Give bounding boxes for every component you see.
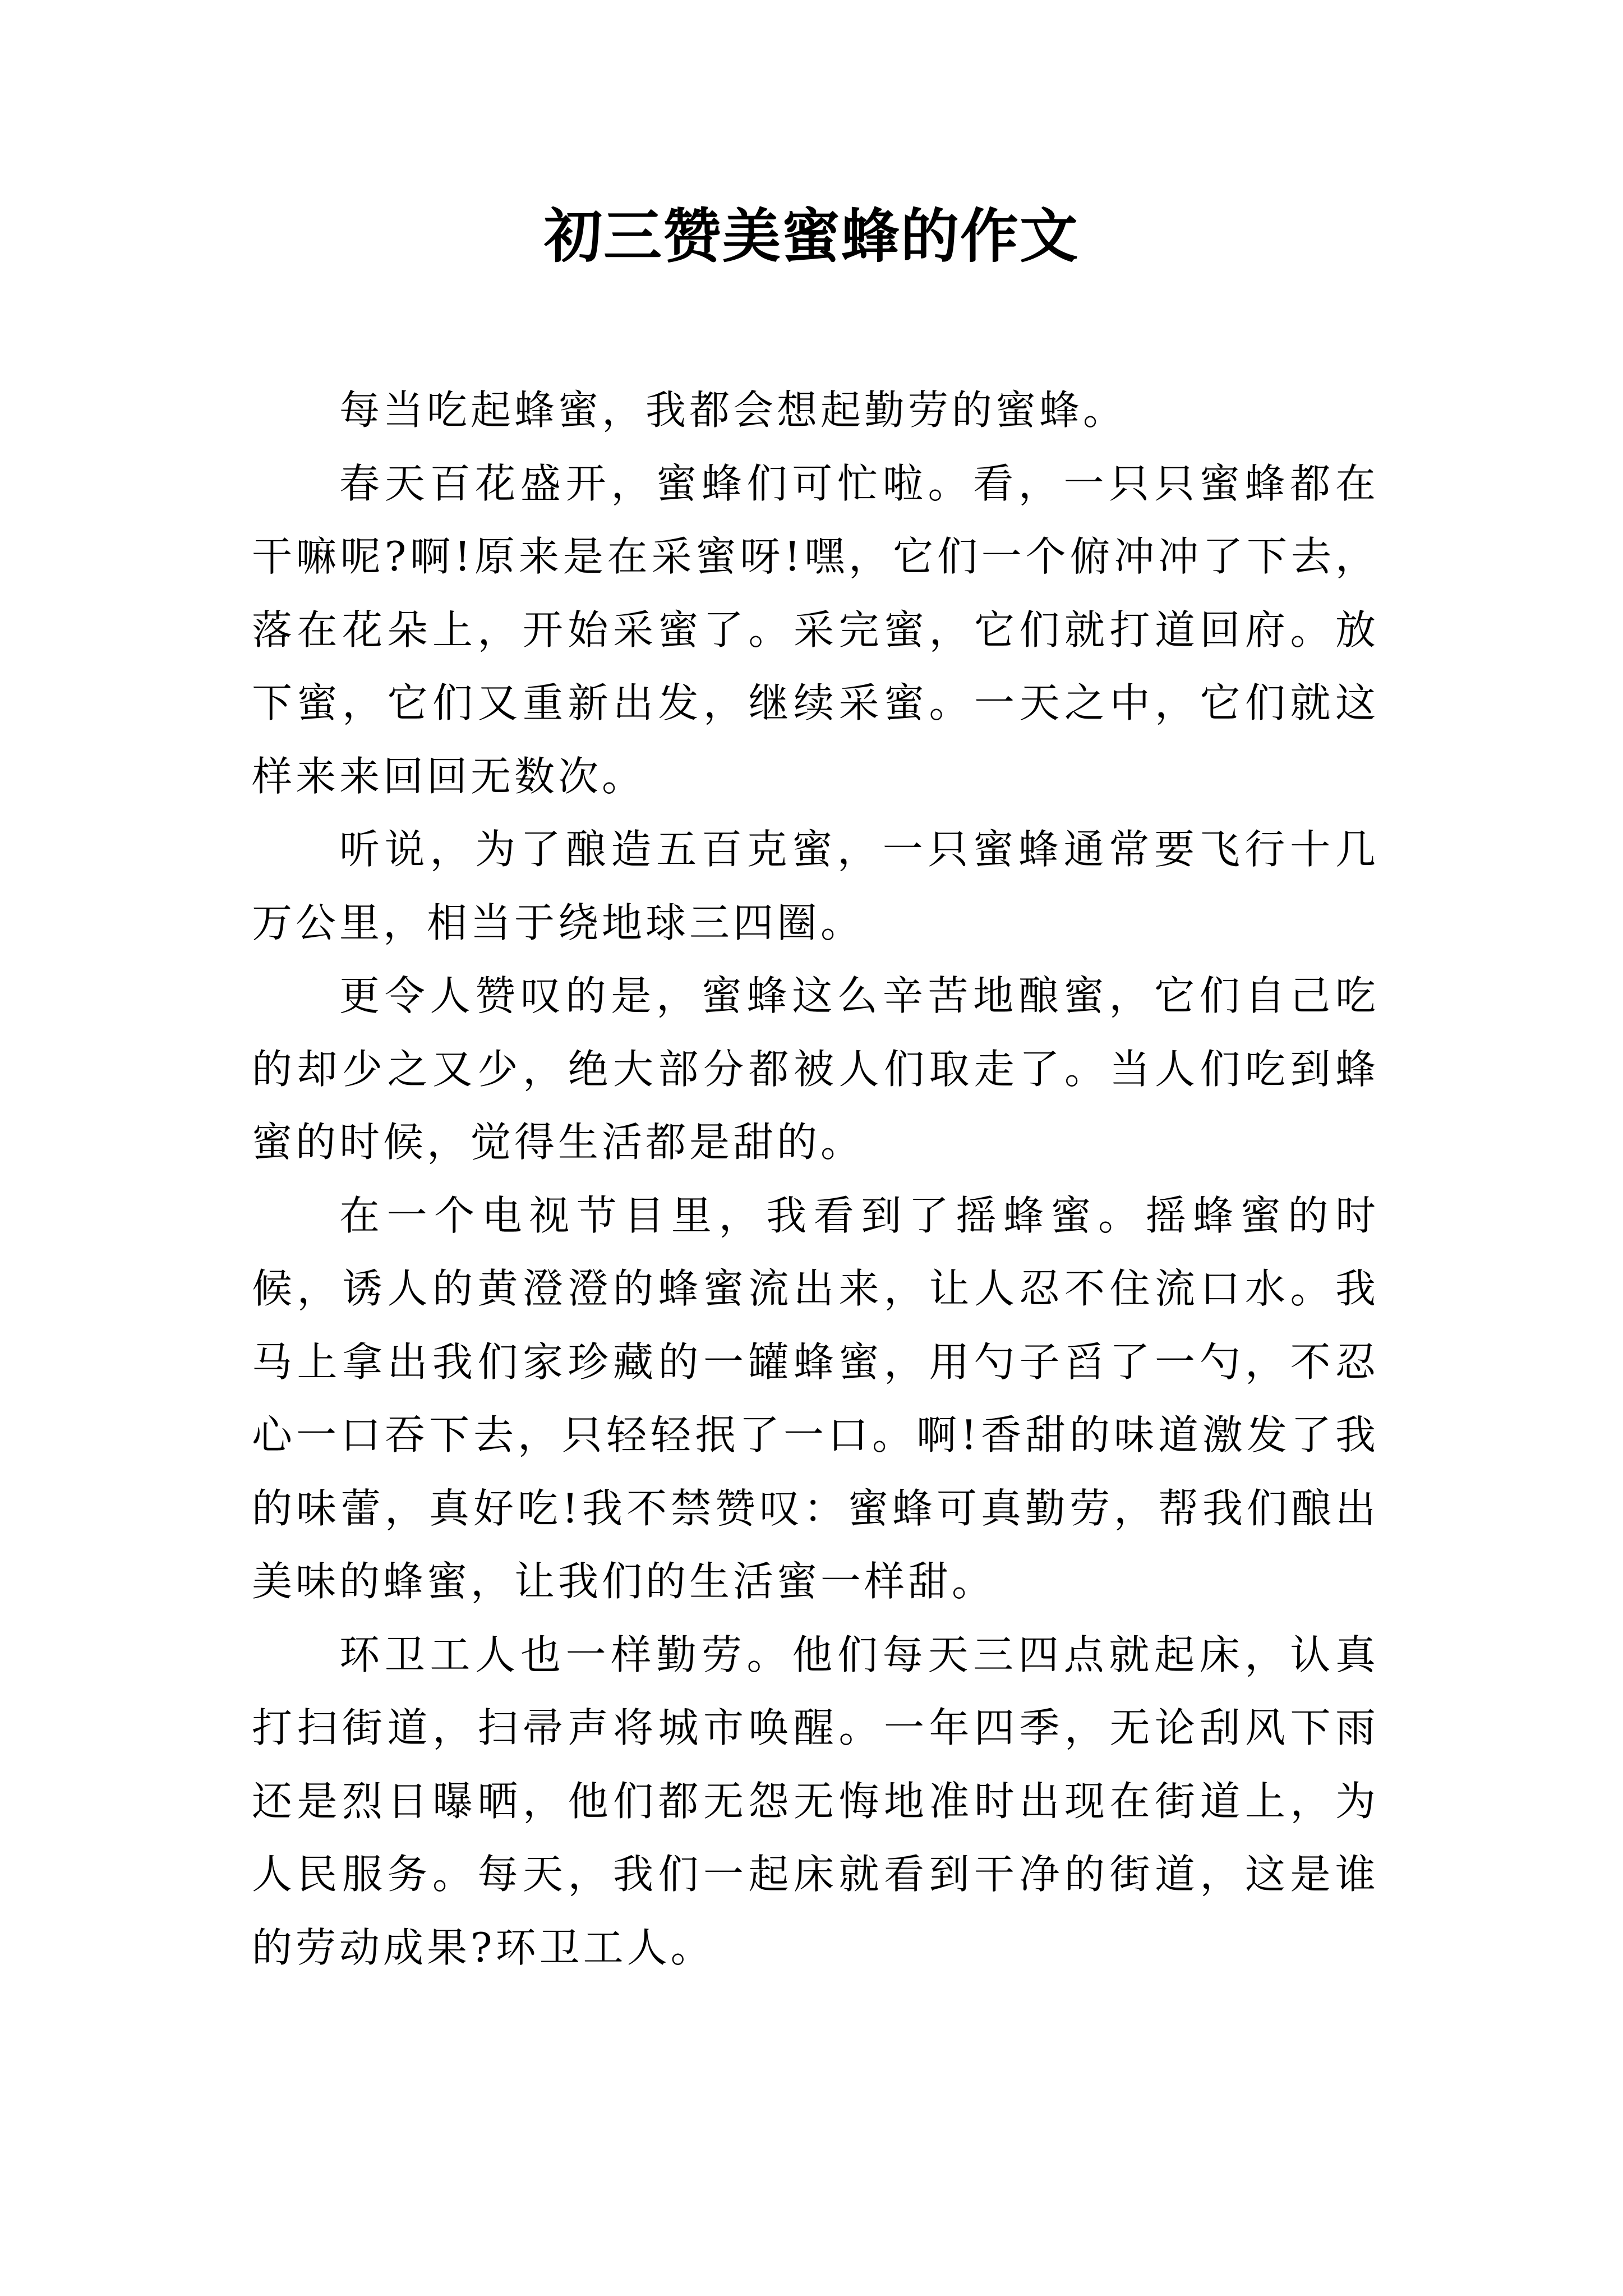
- document-body: [252, 374, 1379, 1984]
- paragraph-6: 环卫工人也一样勤劳。他们每天三四点就起床，认真打扫街道，扫帚声将城市唤醒。一年四季，无论刮风下雨还是烈日曝晒，他们都无怨无悔地准时出现在街道上，为人民服务。每天，我们一起床就看到干净的街道，这是谁的劳动成果?环卫工人。: [252, 1631, 1379, 1971]
- paragraph-2: 春天百花盛开，蜜蜂们可忙啦。看，一只只蜜蜂都在干嘛呢?啊!原来是在采蜜呀!嘿，它们一个俯冲冲了下去，落在花朵上，开始采蜜了。采完蜜，它们就打道回府。放下蜜，它们又重新出发，继续采蜜。一天之中，它们就这样来来回回无数次。: [252, 459, 1379, 800]
- paragraph-3: 听说，为了酿造五百克蜜，一只蜜蜂通常要飞行十几万公里，相当于绕地球三四圈。: [252, 826, 1379, 946]
- document-title: 初三赞美蜜蜂的作文: [543, 201, 1079, 270]
- paragraph-1: 每当吃起蜂蜜，我都会想起勤劳的蜜蜂。: [339, 386, 1127, 434]
- paragraph-5: 在一个电视节目里，我看到了摇蜂蜜。摇蜂蜜的时候，诱人的黄澄澄的蜂蜜流出来，让人忍不住流口水。我马上拿出我们家珍藏的一罐蜂蜜，用勺子舀了一勺，不忍心一口吞下去，只轻轻抿了一口。啊!香甜的味道激发了我的味蕾，真好吃!我不禁赞叹：蜜蜂可真勤劳，帮我们酿出美味的蜂蜜，让我们的生活蜜一样甜。: [252, 1191, 1379, 1605]
- paragraph-4: 更令人赞叹的是，蜜蜂这么辛苦地酿蜜，它们自己吃的却少之又少，绝大部分都被人们取走了。当人们吃到蜂蜜的时候，觉得生活都是甜的。: [252, 972, 1379, 1166]
